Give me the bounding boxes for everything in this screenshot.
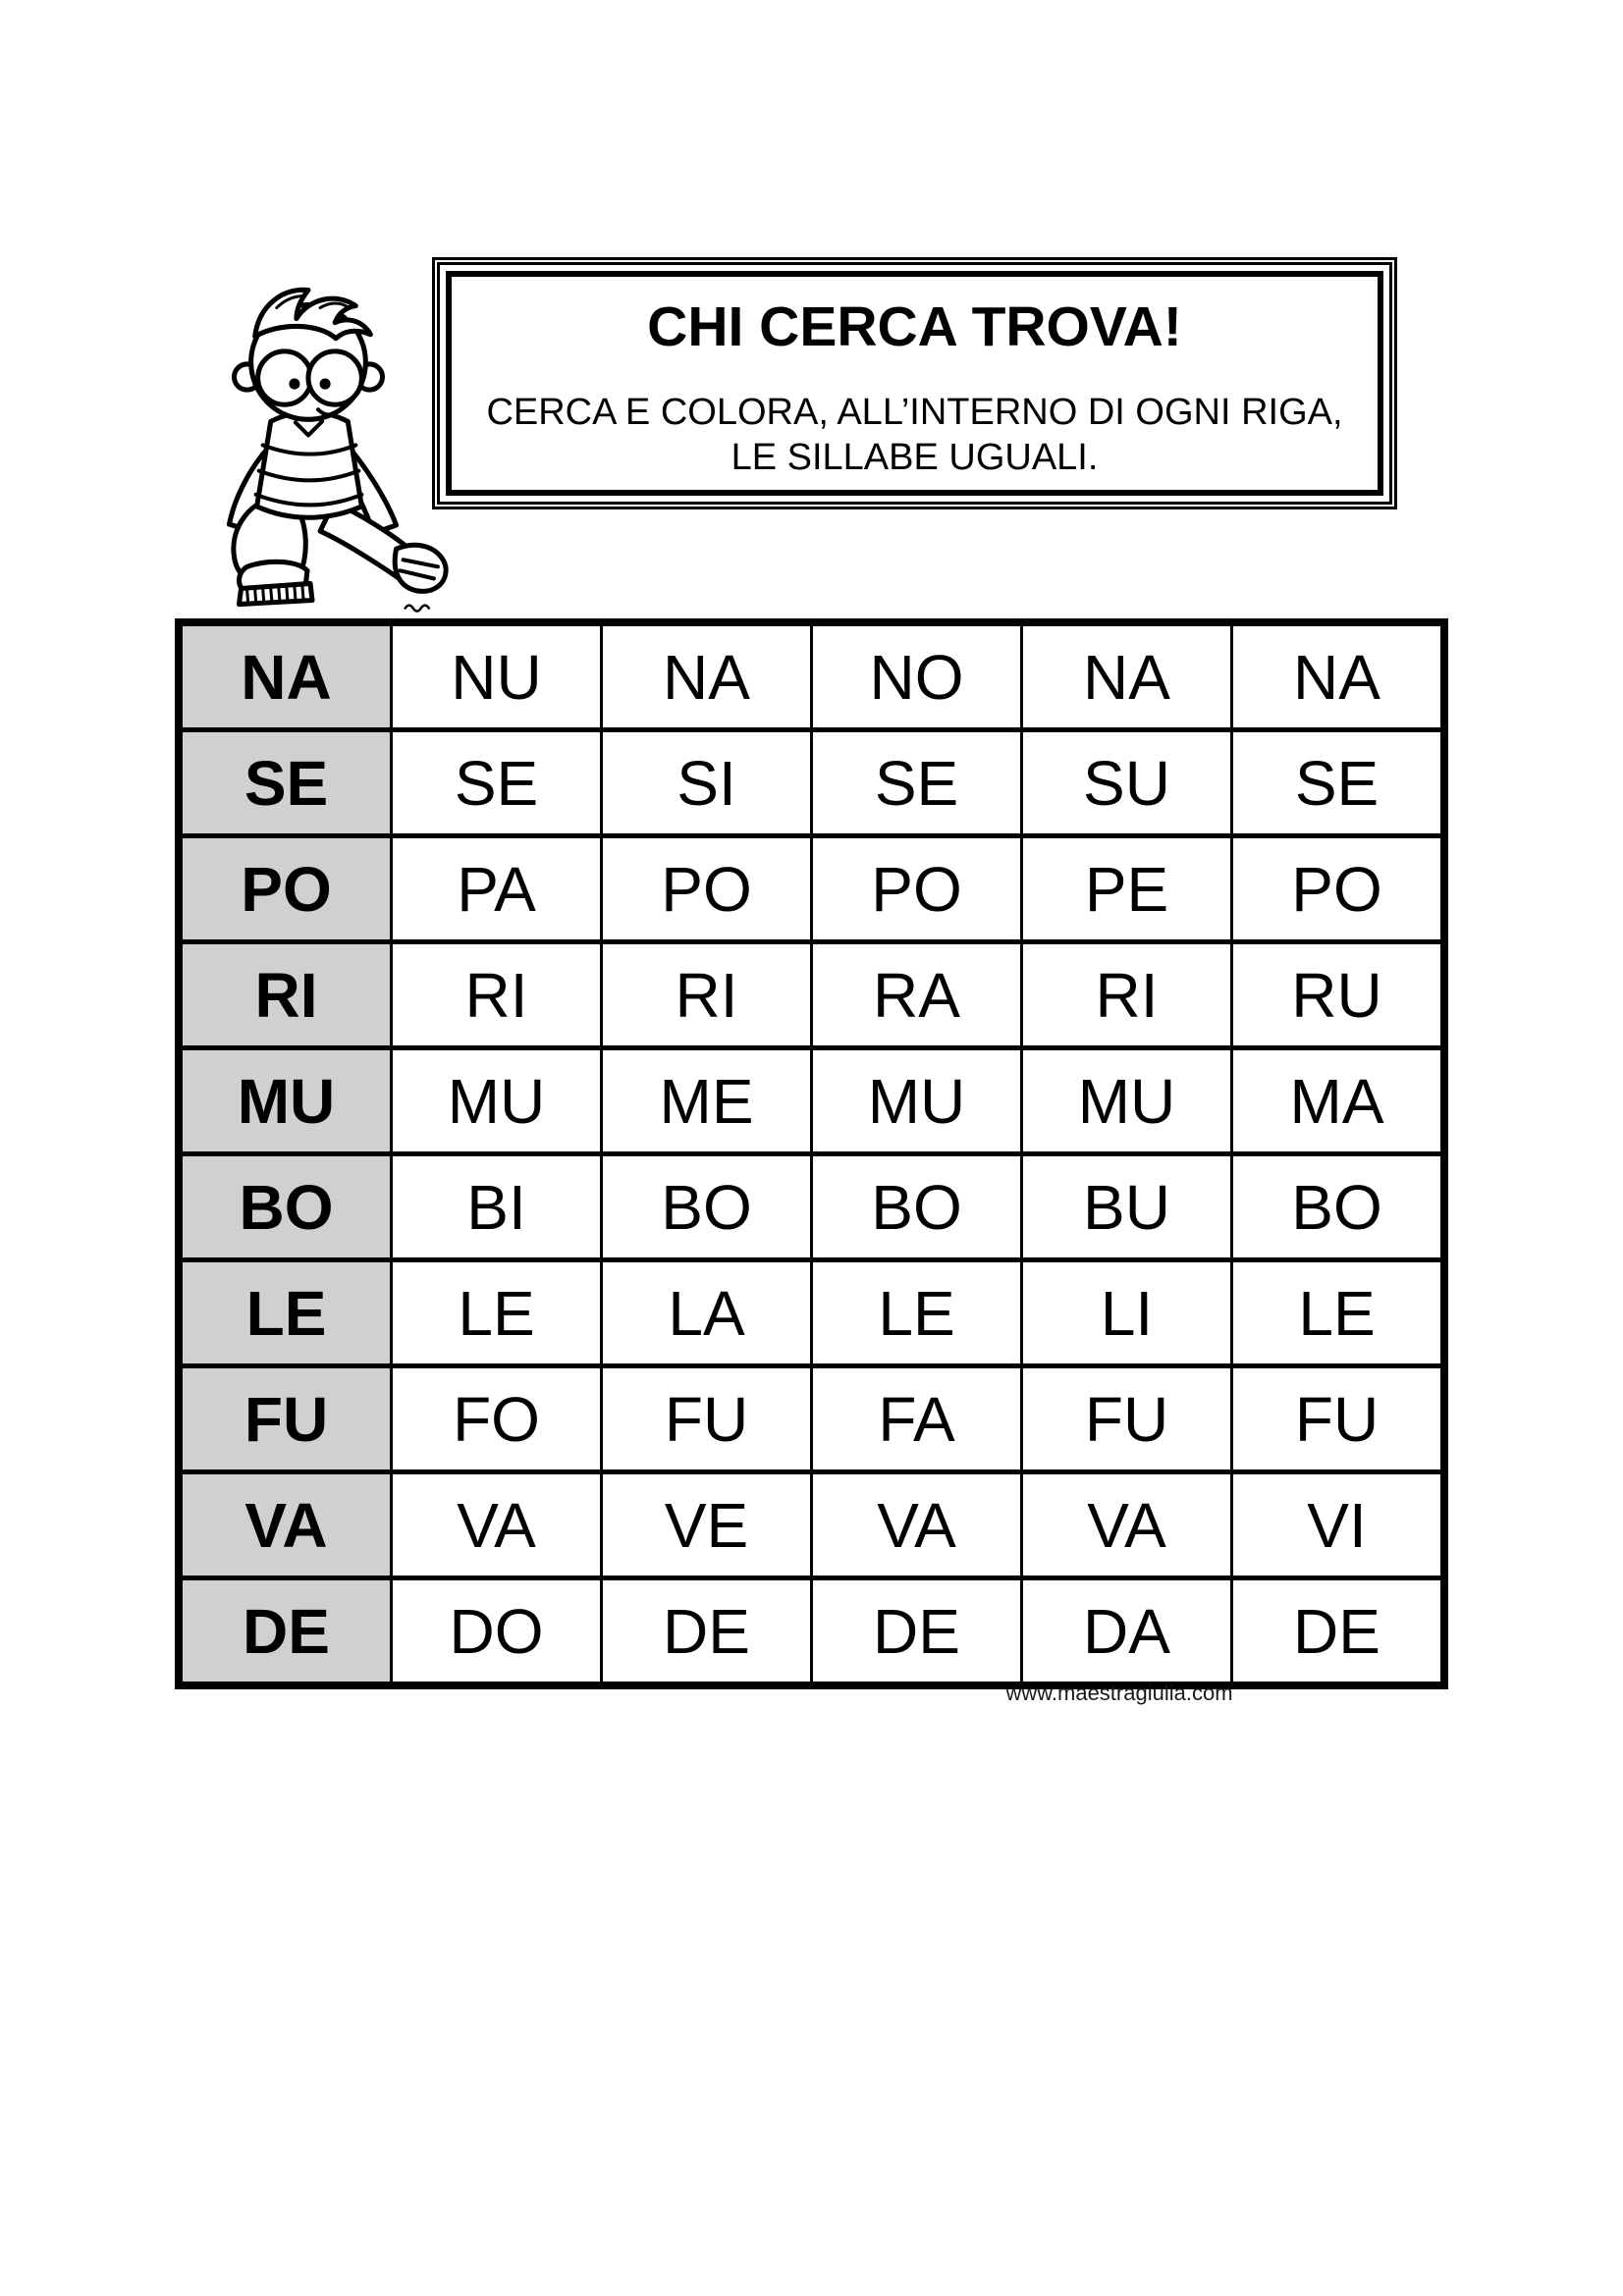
table-row	[179, 1366, 1444, 1472]
instructions-line-2: LE SILLABE UGUALI.	[730, 436, 1099, 478]
syllable-cell[interactable]: NU	[392, 622, 602, 730]
syllable-cell[interactable]: RU	[1232, 942, 1445, 1048]
syllable-cell[interactable]: RI	[602, 942, 812, 1048]
syllable-cell[interactable]: PE	[1022, 836, 1232, 942]
boy-left-pupil	[289, 379, 299, 390]
table-row	[179, 1472, 1444, 1578]
syllable-cell[interactable]: DE	[812, 1578, 1022, 1686]
boy-glasses-right-lens	[308, 351, 361, 404]
syllable-cell[interactable]: LE	[812, 1260, 1022, 1366]
syllable-cell[interactable]: PO	[1232, 836, 1445, 942]
table-row	[179, 836, 1444, 942]
syllable-cell[interactable]: SI	[602, 730, 812, 836]
target-syllable-cell: LE	[179, 1260, 392, 1366]
syllable-cell[interactable]: PO	[602, 836, 812, 942]
boy-glasses-left-lens	[258, 351, 311, 404]
target-syllable-cell: SE	[179, 730, 392, 836]
target-syllable-cell: FU	[179, 1366, 392, 1472]
table-row	[179, 730, 1444, 836]
syllable-cell[interactable]: NA	[1232, 622, 1445, 730]
syllable-cell[interactable]: NO	[812, 622, 1022, 730]
title-box	[432, 257, 1397, 509]
target-syllable-cell: MU	[179, 1048, 392, 1154]
syllable-cell[interactable]: SE	[812, 730, 1022, 836]
syllable-cell[interactable]: FU	[602, 1366, 812, 1472]
syllable-cell[interactable]: NA	[602, 622, 812, 730]
syllable-cell[interactable]: VE	[602, 1472, 812, 1578]
syllable-cell[interactable]: SU	[1022, 730, 1232, 836]
syllable-cell[interactable]: RI	[1022, 942, 1232, 1048]
syllable-cell[interactable]: MA	[1232, 1048, 1445, 1154]
syllable-cell[interactable]: MU	[812, 1048, 1022, 1154]
syllable-cell[interactable]: FO	[392, 1366, 602, 1472]
syllable-cell[interactable]: BU	[1022, 1154, 1232, 1260]
syllable-table	[175, 618, 1448, 1689]
syllable-cell[interactable]: ME	[602, 1048, 812, 1154]
syllable-cell[interactable]: SE	[1232, 730, 1445, 836]
syllable-cell[interactable]: DE	[602, 1578, 812, 1686]
syllable-cell[interactable]: RA	[812, 942, 1022, 1048]
artist-signature	[406, 606, 429, 612]
syllable-cell[interactable]: DE	[1232, 1578, 1445, 1686]
syllable-cell[interactable]: FU	[1022, 1366, 1232, 1472]
syllable-cell[interactable]: BO	[1232, 1154, 1445, 1260]
syllable-cell[interactable]: LI	[1022, 1260, 1232, 1366]
page-title: CHI CERCA TROVA!	[647, 295, 1182, 358]
syllable-cell[interactable]: VA	[392, 1472, 602, 1578]
syllable-cell[interactable]: PO	[812, 836, 1022, 942]
instructions-text	[461, 391, 1368, 480]
syllable-cell[interactable]: MU	[392, 1048, 602, 1154]
syllable-cell[interactable]: FU	[1232, 1366, 1445, 1472]
table-row	[179, 1578, 1444, 1686]
syllable-cell[interactable]: LE	[1232, 1260, 1445, 1366]
target-syllable-cell: RI	[179, 942, 392, 1048]
table-row	[179, 1048, 1444, 1154]
target-syllable-cell: VA	[179, 1472, 392, 1578]
table-row	[179, 622, 1444, 730]
table-row	[179, 1260, 1444, 1366]
target-syllable-cell: BO	[179, 1154, 392, 1260]
syllable-cell[interactable]: BO	[602, 1154, 812, 1260]
syllable-cell[interactable]: DO	[392, 1578, 602, 1686]
syllable-cell[interactable]: NA	[1022, 622, 1232, 730]
title-box-middle-rule	[437, 262, 1392, 505]
syllable-cell[interactable]: DA	[1022, 1578, 1232, 1686]
syllable-cell[interactable]: SE	[392, 730, 602, 836]
syllable-cell[interactable]: FA	[812, 1366, 1022, 1472]
syllable-cell[interactable]: LA	[602, 1260, 812, 1366]
target-syllable-cell: DE	[179, 1578, 392, 1686]
syllable-cell[interactable]: VA	[1022, 1472, 1232, 1578]
table-row	[179, 1154, 1444, 1260]
syllable-cell[interactable]: VA	[812, 1472, 1022, 1578]
target-syllable-cell: NA	[179, 622, 392, 730]
syllable-cell[interactable]: BI	[392, 1154, 602, 1260]
boy-right-pupil	[320, 379, 331, 390]
syllable-cell[interactable]: RI	[392, 942, 602, 1048]
boy-illustration	[160, 275, 457, 616]
table-row	[179, 942, 1444, 1048]
syllable-cell[interactable]: LE	[392, 1260, 602, 1366]
title-box-inner-rule	[446, 271, 1383, 496]
target-syllable-cell: PO	[179, 836, 392, 942]
syllable-cell[interactable]: PA	[392, 836, 602, 942]
watermark: www.maestragiulia.com	[1005, 1681, 1233, 1705]
syllable-cell[interactable]: VI	[1232, 1472, 1445, 1578]
syllable-cell[interactable]: MU	[1022, 1048, 1232, 1154]
syllable-cell[interactable]: BO	[812, 1154, 1022, 1260]
instructions-line-1: CERCA E COLORA, ALL’INTERNO DI OGNI RIGA,	[486, 392, 1343, 433]
